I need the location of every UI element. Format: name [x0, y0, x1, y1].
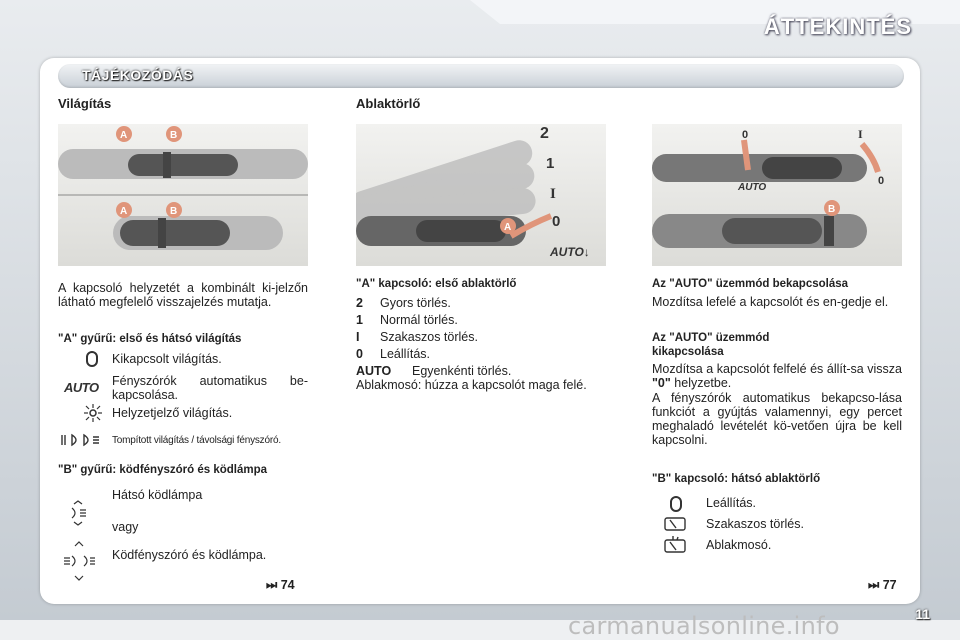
ring-b-heading: "B" gyűrű: ködfényszóró és ködlámpa — [58, 464, 267, 476]
auto-icon: AUTO — [64, 380, 99, 395]
rear-item-washer: Ablakmosó. — [706, 538, 772, 552]
ring-a-item-position: Helyzetjelző világítás. — [112, 406, 233, 420]
watermark: carmanualsonline.info — [568, 612, 840, 640]
lighting-stalk-illustration — [58, 124, 308, 266]
rear-wiper-stalk-image — [652, 124, 902, 266]
svg-text:0: 0 — [552, 213, 561, 230]
wiper-heading: Ablaktörlő — [356, 96, 421, 111]
svg-text:B: B — [170, 206, 178, 217]
svg-text:A: A — [504, 222, 512, 233]
ring-b-item-or: vagy — [112, 520, 139, 534]
front-wiper-stalk-illustration — [356, 124, 606, 266]
ring-a-item-headlamp: Tompított világítás / távolsági fényszóró. — [112, 435, 281, 446]
svg-text:I: I — [858, 127, 863, 141]
svg-text:AUTO: AUTO — [738, 182, 767, 193]
ring-a-item-auto: Fényszórók automatikus be-kapcsolása. — [112, 374, 308, 402]
page-title: ÁTTEKINTÉS — [763, 14, 912, 39]
auto-on-text: Mozdítsa lefelé a kapcsolót és en-gedje el. — [652, 295, 889, 309]
auto-off-text: Mozdítsa a kapcsolót felfelé és állít-sa vissza "0" helyzetbe. — [652, 362, 902, 390]
washer-text: Ablakmosó: húzza a kapcsolót maga felé. — [356, 378, 587, 392]
headlamp-icon — [60, 433, 100, 452]
auto-off-heading: Az "AUTO" üzemmód kikapcsolása — [652, 332, 770, 358]
svg-text:AUTO↓: AUTO↓ — [550, 245, 590, 259]
page-number: 11 — [915, 606, 930, 622]
rear-washer-icon — [664, 536, 686, 561]
wiper-position-1: 1 Normál törlés. — [356, 313, 458, 327]
wiper-position-intermittent: I Szakaszos törlés. — [356, 330, 478, 344]
lighting-intro: A kapcsoló helyzetét a kombinált ki-jelzőn látható megfelelő visszajelzés mutatja. — [58, 281, 308, 309]
rear-intermittent-icon — [664, 516, 686, 537]
rear-wiper-stalk-illustration — [652, 124, 902, 266]
circle-off-icon — [86, 351, 98, 372]
svg-text:0: 0 — [742, 129, 749, 141]
wiper-page-reference[interactable]: ⏭ 77 — [868, 578, 897, 592]
svg-text:B: B — [828, 204, 836, 215]
lighting-page-reference[interactable]: ⏭ 74 — [266, 578, 295, 592]
double-arrow-icon: ⏭ — [868, 578, 883, 592]
front-rear-fog-icon — [62, 540, 96, 589]
ring-a-item-off: Kikapcsolt világítás. — [112, 352, 222, 366]
svg-text:0: 0 — [878, 175, 885, 187]
banner-title: TÁJÉKOZÓDÁS — [82, 67, 194, 83]
double-arrow-icon: ⏭ — [266, 578, 281, 592]
svg-text:I: I — [550, 186, 556, 202]
wiper-position-0: 0 Leállítás. — [356, 347, 431, 361]
rear-item-intermittent: Szakaszos törlés. — [706, 517, 804, 531]
svg-text:2: 2 — [540, 125, 549, 142]
svg-text:1: 1 — [546, 155, 555, 172]
svg-text:A: A — [120, 130, 128, 141]
rear-item-stop: Leállítás. — [706, 496, 757, 510]
auto-note: A fényszórók automatikus bekapcso-lása funkciót a gyújtás valamennyi, egy percet meghaladó levételét kö-vetően újra be kell kapcsolni. — [652, 391, 902, 447]
svg-text:B: B — [170, 130, 178, 141]
position-light-icon — [84, 404, 102, 427]
rear-wiper-heading: "B" kapcsoló: hátsó ablaktörlő — [652, 473, 821, 485]
lighting-stalk-image — [58, 124, 308, 266]
wiper-position-auto: AUTO Egyenkénti törlés. — [356, 364, 512, 378]
ring-b-item-front-rear-fog: Ködfényszóró és ködlámpa. — [112, 548, 267, 562]
rear-fog-icon — [68, 500, 88, 531]
svg-text:A: A — [120, 206, 128, 217]
front-wiper-stalk-image — [356, 124, 606, 266]
wiper-position-2: 2 Gyors törlés. — [356, 296, 451, 310]
circle-off-icon — [670, 496, 682, 517]
auto-on-heading: Az "AUTO" üzemmód bekapcsolása — [652, 278, 849, 290]
section-banner — [58, 64, 904, 88]
ring-b-item-rear-fog: Hátsó ködlámpa — [112, 488, 203, 502]
ring-a-heading: "A" gyűrű: első és hátsó világítás — [58, 333, 242, 345]
lighting-heading: Világítás — [58, 96, 112, 111]
front-wiper-heading: "A" kapcsoló: első ablaktörlő — [356, 278, 517, 290]
